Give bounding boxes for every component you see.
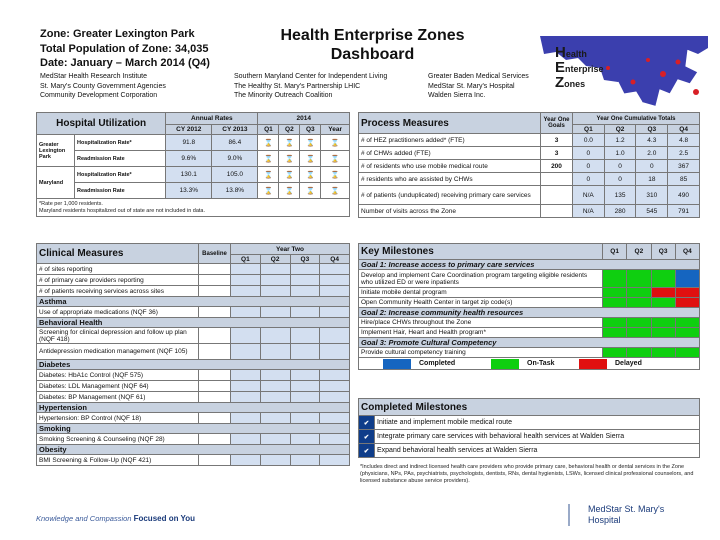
value-cell	[290, 264, 320, 275]
status-cell	[651, 288, 675, 298]
value-cell	[260, 434, 290, 445]
milestone-row	[359, 348, 700, 358]
clinical-measures-title: Clinical Measures	[37, 244, 199, 264]
col-q2: Q2	[279, 125, 300, 135]
goal-cell	[541, 186, 573, 205]
section-row	[37, 403, 350, 413]
status-cell	[675, 270, 699, 288]
status-cell	[651, 348, 675, 358]
col-q1: Q1	[258, 125, 279, 135]
value-cell: 85	[668, 173, 700, 186]
partners-col2: Southern Maryland Center for Independent Living The Healthy St. Mary's Partnership LHIC The Minority Outreach Coalition	[234, 73, 388, 99]
status-cell	[675, 298, 699, 308]
value-cell: 0	[636, 160, 668, 173]
hourglass-icon: ⌛	[321, 183, 350, 199]
baseline-header: Baseline	[199, 244, 231, 264]
value-cell: 0.0	[573, 134, 605, 147]
measure-label: Diabetes: HbA1c Control (NQF 575)	[37, 370, 199, 381]
partners-col1: MedStar Health Research Institute St. Mary's County Government Agencies Community Development Corporation	[40, 73, 166, 99]
value-cell	[290, 307, 320, 318]
value-cell: 4.8	[668, 134, 700, 147]
row-label: # residents who are assisted by CHWs	[359, 173, 541, 186]
milestone-label: Provide cultural competency training	[359, 348, 603, 358]
value-cell	[231, 434, 261, 445]
value-cell	[320, 381, 350, 392]
value-cell: N/A	[573, 186, 605, 205]
section-label: Hypertension	[37, 403, 350, 413]
section-label: Asthma	[37, 297, 350, 307]
area-label: Maryland	[37, 167, 75, 199]
list-item	[359, 444, 700, 458]
status-cell	[651, 270, 675, 288]
baseline-cell	[199, 328, 231, 344]
measure-label: Use of appropriate medications (NQF 36)	[37, 307, 199, 318]
milestone-row	[359, 328, 700, 338]
status-cell	[603, 318, 627, 328]
completed-milestones-title: Completed Milestones	[359, 399, 700, 416]
goal-cell: 3	[541, 134, 573, 147]
measure-label: # of primary care providers reporting	[37, 275, 199, 286]
table-row	[37, 434, 350, 445]
baseline-cell	[199, 434, 231, 445]
value-cell	[231, 275, 261, 286]
footnote: *Includes direct and indirect licensed health care providers who provide primary care, behavioral health or dental services in the Zone (physicians, NPs, PAs, psychiatrists, psychologists, dentists, RNs, dental hygienists, LSWs, licensed clinical professional counselors, and licensed substance abuse service providers).	[360, 464, 694, 484]
value-cell	[260, 264, 290, 275]
measure-label: Screening for clinical depression and follow up plan (NQF 418)	[37, 328, 199, 344]
value-cell	[290, 455, 320, 466]
value-cell	[260, 307, 290, 318]
col-q3: Q3	[300, 125, 321, 135]
value-cell: 367	[668, 160, 700, 173]
hospital-logo: MedStar St. Mary's Hospital	[568, 504, 698, 526]
table-row	[37, 307, 350, 318]
baseline-cell	[199, 392, 231, 403]
table-row	[37, 151, 350, 167]
hourglass-icon: ⌛	[258, 151, 279, 167]
legend-delayed: Delayed	[615, 360, 642, 367]
value-cell: 105.0	[212, 167, 258, 183]
delayed-swatch	[579, 359, 607, 369]
partners-col3: Greater Baden Medical Services MedStar St. Mary's Hospital Walden Sierra Inc.	[428, 73, 529, 99]
section-label: Smoking	[37, 424, 350, 434]
tagline: Knowledge and Compassion Focused on You	[36, 514, 196, 523]
baseline-cell	[199, 370, 231, 381]
value-cell: 490	[668, 186, 700, 205]
value-cell	[260, 392, 290, 403]
hourglass-icon: ⌛	[321, 151, 350, 167]
status-cell	[603, 348, 627, 358]
value-cell: 4.3	[636, 134, 668, 147]
goal-cell: 3	[541, 147, 573, 160]
value-cell	[231, 328, 261, 344]
table-row	[37, 135, 350, 151]
hourglass-icon: ⌛	[321, 135, 350, 151]
value-cell	[290, 328, 320, 344]
key-milestones-title: Key Milestones	[359, 244, 603, 260]
col-cy2013: CY 2013	[212, 125, 258, 135]
status-cell	[675, 288, 699, 298]
status-cell	[603, 288, 627, 298]
table-row	[37, 167, 350, 183]
value-cell	[290, 434, 320, 445]
value-cell	[290, 413, 320, 424]
milestone-row	[359, 298, 700, 308]
section-row	[37, 318, 350, 328]
year-header: 2014	[258, 113, 350, 125]
table-row	[359, 205, 700, 218]
value-cell: 2.0	[636, 147, 668, 160]
milestone-label: Hire/place CHWs throughout the Zone	[359, 318, 603, 328]
measure-label: Antidepression medication management (NQF 105)	[37, 344, 199, 360]
col-q1: Q1	[603, 244, 627, 260]
col-q3: Q3	[651, 244, 675, 260]
value-cell	[260, 455, 290, 466]
status-cell	[603, 270, 627, 288]
zone-label: Zone: Greater Lexington Park	[40, 28, 195, 40]
value-cell	[260, 328, 290, 344]
table-row	[37, 275, 350, 286]
status-cell	[627, 298, 651, 308]
goal-row	[359, 338, 700, 348]
value-cell	[231, 381, 261, 392]
metric-label: Hospitalization Rate*	[75, 135, 166, 151]
col-cy2012: CY 2012	[166, 125, 212, 135]
table-row	[37, 264, 350, 275]
milestone-label: Open Community Health Center in target zip code(s)	[359, 298, 603, 308]
value-cell: 18	[636, 173, 668, 186]
value-cell: 310	[636, 186, 668, 205]
value-cell: 13.8%	[212, 183, 258, 199]
status-cell	[651, 318, 675, 328]
col-q1: Q1	[231, 255, 261, 264]
value-cell: 545	[636, 205, 668, 218]
goal-label: Goal 2: Increase community health resources	[359, 308, 700, 318]
measure-label: Smoking Screening & Counseling (NQF 28)	[37, 434, 199, 445]
baseline-cell	[199, 344, 231, 360]
hourglass-icon: ⌛	[258, 167, 279, 183]
row-label: # of residents who use mobile medical route	[359, 160, 541, 173]
baseline-cell	[199, 286, 231, 297]
table-row	[37, 286, 350, 297]
value-cell	[320, 264, 350, 275]
value-cell: 9.6%	[166, 151, 212, 167]
table-row	[37, 328, 350, 344]
value-cell: 0	[573, 173, 605, 186]
status-cell	[627, 288, 651, 298]
completed-item: Integrate primary care services with behavioral health services at Walden Sierra	[375, 430, 700, 444]
value-cell	[320, 434, 350, 445]
measure-label: Diabetes: BP Management (NQF 61)	[37, 392, 199, 403]
value-cell	[290, 286, 320, 297]
row-label: # of patients (unduplicated) receiving primary care services	[359, 186, 541, 205]
status-cell	[675, 328, 699, 338]
table-row	[37, 392, 350, 403]
table-row	[359, 186, 700, 205]
value-cell	[320, 275, 350, 286]
section-label: Obesity	[37, 445, 350, 455]
table-row	[37, 381, 350, 392]
hourglass-icon: ⌛	[300, 151, 321, 167]
hourglass-icon: ⌛	[258, 135, 279, 151]
value-cell	[290, 275, 320, 286]
status-cell	[675, 318, 699, 328]
value-cell	[260, 344, 290, 360]
hez-logo: Health Enterprise Zones	[555, 44, 604, 91]
value-cell: 9.0%	[212, 151, 258, 167]
baseline-cell	[199, 307, 231, 318]
value-cell	[231, 264, 261, 275]
goal-label: Goal 1: Increase access to primary care services	[359, 260, 700, 270]
area-label: Greater Lexington Park	[37, 135, 75, 167]
status-cell	[651, 298, 675, 308]
metric-label: Readmission Rate	[75, 183, 166, 199]
value-cell: 791	[668, 205, 700, 218]
clinical-measures-table	[36, 243, 350, 466]
value-cell: 0	[604, 160, 636, 173]
section-label: Behavioral Health	[37, 318, 350, 328]
hospital-utilization-title: Hospital Utilization	[37, 113, 166, 135]
row-label: # of CHWs added (FTE)	[359, 147, 541, 160]
value-cell: 91.8	[166, 135, 212, 151]
measure-label: Diabetes: LDL Management (NQF 64)	[37, 381, 199, 392]
status-cell	[675, 348, 699, 358]
table-row	[37, 344, 350, 360]
page-title: Health Enterprise Zones Dashboard	[280, 27, 465, 63]
milestone-row	[359, 288, 700, 298]
hourglass-icon: ⌛	[300, 135, 321, 151]
measure-label: Hypertension: BP Control (NQF 18)	[37, 413, 199, 424]
hourglass-icon: ⌛	[279, 167, 300, 183]
baseline-cell	[199, 381, 231, 392]
status-cell	[627, 348, 651, 358]
value-cell	[260, 381, 290, 392]
value-cell	[320, 392, 350, 403]
value-cell	[231, 370, 261, 381]
goal-row	[359, 260, 700, 270]
date-label: Date: January – March 2014 (Q4)	[40, 57, 210, 69]
hourglass-icon: ⌛	[279, 151, 300, 167]
hourglass-icon: ⌛	[279, 183, 300, 199]
status-cell	[651, 328, 675, 338]
legend-on-task: On-Task	[527, 360, 555, 367]
value-cell: 0	[604, 173, 636, 186]
hospital-utilization-table	[36, 112, 350, 217]
section-row	[37, 424, 350, 434]
col-q4: Q4	[668, 125, 700, 134]
completed-item: Expand behavioral health services at Walden Sierra	[375, 444, 700, 458]
table-row	[359, 147, 700, 160]
col-q1: Q1	[573, 125, 605, 134]
status-cell	[627, 328, 651, 338]
hourglass-icon: ⌛	[300, 167, 321, 183]
list-item	[359, 430, 700, 444]
value-cell	[231, 413, 261, 424]
table-row	[359, 134, 700, 147]
col-q2: Q2	[627, 244, 651, 260]
table-row	[37, 370, 350, 381]
milestone-label: Initiate mobile dental program	[359, 288, 603, 298]
milestone-label: Implement Hair, Heart and Health program*	[359, 328, 603, 338]
completed-item: Initiate and implement mobile medical route	[375, 416, 700, 430]
col-q3: Q3	[290, 255, 320, 264]
value-cell	[320, 328, 350, 344]
goal-row	[359, 308, 700, 318]
check-icon: ✔	[359, 430, 375, 444]
metric-label: Readmission Rate	[75, 151, 166, 167]
goal-cell	[541, 205, 573, 218]
value-cell: 130.1	[166, 167, 212, 183]
hospital-notes: *Rate per 1,000 residents. Maryland residents hospitalized out of state are not included in data.	[37, 199, 350, 217]
hourglass-icon: ⌛	[258, 183, 279, 199]
goal-label: Goal 3: Promote Cultural Competency	[359, 338, 700, 348]
value-cell	[231, 392, 261, 403]
table-row	[37, 455, 350, 466]
section-label: Diabetes	[37, 360, 350, 370]
section-row	[37, 297, 350, 307]
measure-label: # of sites reporting	[37, 264, 199, 275]
milestone-legend	[359, 358, 700, 370]
hourglass-icon: ⌛	[321, 167, 350, 183]
baseline-cell	[199, 413, 231, 424]
value-cell	[290, 392, 320, 403]
col-q2: Q2	[604, 125, 636, 134]
value-cell: 0	[573, 160, 605, 173]
measure-label: # of patients receiving services across sites	[37, 286, 199, 297]
baseline-cell	[199, 455, 231, 466]
process-measures-table	[358, 112, 700, 218]
milestone-label: Develop and implement Care Coordination program targeting eligible residents who utilized ED or were inpatients	[359, 270, 603, 288]
table-row	[37, 413, 350, 424]
value-cell: 0	[573, 147, 605, 160]
completed-swatch	[383, 359, 411, 369]
key-milestones-table	[358, 243, 700, 370]
hourglass-icon: ⌛	[279, 135, 300, 151]
hourglass-icon: ⌛	[300, 183, 321, 199]
status-cell	[603, 328, 627, 338]
section-row	[37, 445, 350, 455]
goal-cell	[541, 173, 573, 186]
population-label: Total Population of Zone: 34,035	[40, 43, 209, 55]
value-cell: 2.5	[668, 147, 700, 160]
table-row	[37, 183, 350, 199]
col-q4: Q4	[320, 255, 350, 264]
process-measures-title: Process Measures	[359, 113, 541, 134]
value-cell	[290, 381, 320, 392]
value-cell	[320, 455, 350, 466]
col-q2: Q2	[260, 255, 290, 264]
section-row	[37, 360, 350, 370]
goal-cell: 200	[541, 160, 573, 173]
value-cell	[260, 413, 290, 424]
value-cell: 1.0	[604, 147, 636, 160]
table-row	[359, 173, 700, 186]
value-cell	[290, 370, 320, 381]
status-cell	[627, 270, 651, 288]
baseline-cell	[199, 264, 231, 275]
value-cell	[320, 344, 350, 360]
on-task-swatch	[491, 359, 519, 369]
completed-milestones-table	[358, 398, 700, 458]
value-cell	[231, 344, 261, 360]
table-row	[359, 160, 700, 173]
value-cell	[290, 344, 320, 360]
value-cell: N/A	[573, 205, 605, 218]
row-label: Number of visits across the Zone	[359, 205, 541, 218]
value-cell	[260, 286, 290, 297]
value-cell	[320, 307, 350, 318]
value-cell	[231, 286, 261, 297]
check-icon: ✔	[359, 416, 375, 430]
value-cell: 1.2	[604, 134, 636, 147]
value-cell	[260, 275, 290, 286]
value-cell: 86.4	[212, 135, 258, 151]
value-cell: 13.3%	[166, 183, 212, 199]
value-cell	[260, 370, 290, 381]
baseline-cell	[199, 275, 231, 286]
value-cell: 135	[604, 186, 636, 205]
metric-label: Hospitalization Rate*	[75, 167, 166, 183]
milestone-row	[359, 270, 700, 288]
list-item	[359, 416, 700, 430]
row-label: # of HEZ practitioners added* (FTE)	[359, 134, 541, 147]
milestone-row	[359, 318, 700, 328]
check-icon: ✔	[359, 444, 375, 458]
value-cell	[231, 307, 261, 318]
status-cell	[627, 318, 651, 328]
annual-rates-header: Annual Rates	[166, 113, 258, 125]
value-cell	[320, 286, 350, 297]
measure-label: BMI Screening & Follow-Up (NQF 421)	[37, 455, 199, 466]
status-cell	[603, 298, 627, 308]
year-two-header: Year Two	[231, 244, 350, 255]
value-cell	[320, 413, 350, 424]
value-cell	[320, 370, 350, 381]
value-cell	[231, 455, 261, 466]
col-q4: Q4	[675, 244, 699, 260]
legend-completed: Completed	[419, 360, 456, 367]
goal-header: Year One Goals	[541, 113, 573, 134]
cumulative-header: Year One Cumulative Totals	[573, 113, 700, 125]
col-q3: Q3	[636, 125, 668, 134]
col-year: Year	[321, 125, 350, 135]
value-cell: 280	[604, 205, 636, 218]
